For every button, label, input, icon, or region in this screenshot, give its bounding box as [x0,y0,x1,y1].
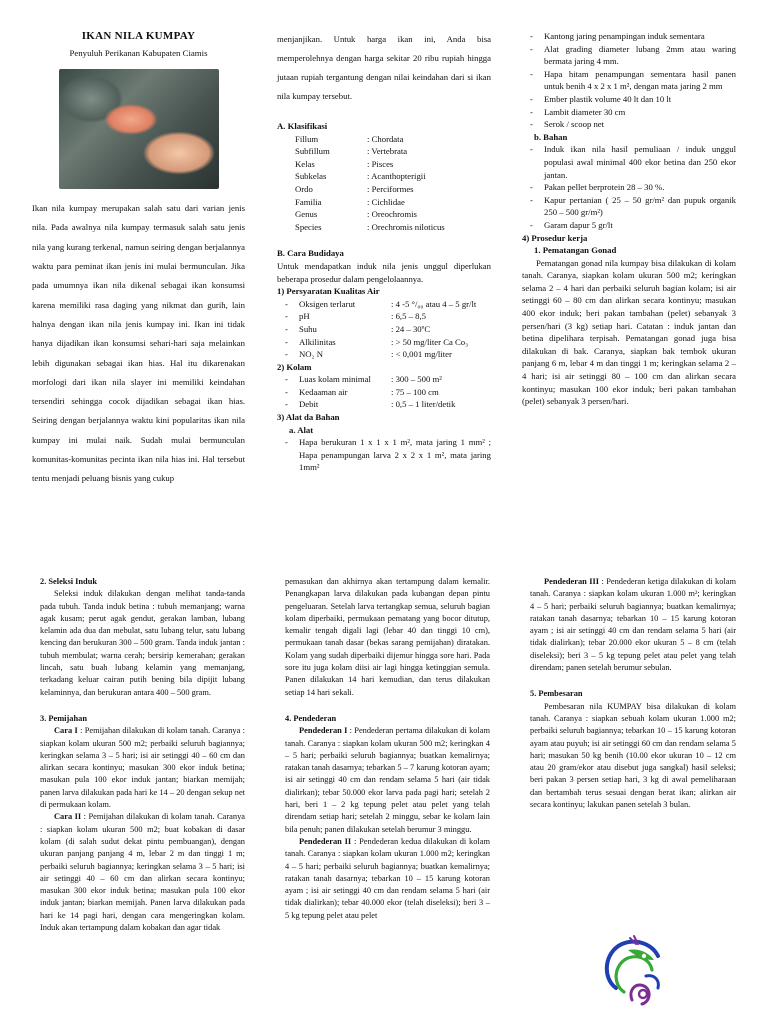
klas-value: : Vertebrata [367,146,408,157]
fish-photo [59,69,219,189]
alat-list-part2 [522,30,736,131]
alat-heading: 3) Alat da Bahan [277,412,340,423]
seleksi-paragraph: Seleksi induk dilakukan dengan melihat tanda-tanda pada tubuh. Tanda induk betina : tubuh memanjang; warna agak kusam; perut agak gendut, gerakan lamban, lubang kelamin ada dua dan mebulat, satu lubang telur, satu lubang kencing dan berukuran 300 – 500 gram. Tanda induk jantan : tubuh membulat; warna cerah; bersirip kemerahan; gerakan lincah, satu buah lubang kelamin yang memanjang, terkadang keluar cairan putih bening bila dipijit lubang kelaminnya, dan berukuran antara 400 – 500 gram. [40,589,245,697]
bahan-list [522,143,736,231]
pemijahan-heading: 3. Pemijahan [40,713,87,723]
klasifikasi-row [295,170,491,183]
list-item [277,373,491,386]
pendederan1-paragraph [285,725,490,836]
budidaya-heading: B. Cara Budidaya [277,248,344,259]
pembesaran-heading: 5. Pembesaran [530,689,583,699]
klas-value: : Cichlidae [367,196,405,207]
klas-value: : Pisces [367,158,394,169]
list-item: - Kapur pertanian ( 25 – 50 gr/m² dan pupuk organik 250 – 500 gr/m²) [522,194,736,219]
list-item: - Pakan pellet berprotein 28 – 30 %. [522,181,736,194]
list-item [277,323,491,336]
page2-column-3 [530,576,736,811]
column-1 [32,30,245,489]
klas-key: Subfillum [295,146,330,157]
list-item: - Serok / scoop net [522,118,736,131]
air-key: - Alkilinitas [299,336,336,347]
kolam-key: - Kedaaman air [299,386,348,397]
pendederan3-paragraph [530,576,736,674]
alat-subheading: a. Alat [289,424,314,435]
page2-column-1 [40,576,245,934]
list-item [277,386,491,399]
fisheries-logo [598,930,670,1010]
klasifikasi-row [295,145,491,158]
klas-key: Familia [295,196,322,207]
pendederan3-label: Pendederan III [544,577,600,586]
air-value: : < 0,001 mg/liter [391,349,452,360]
klas-value: : Acanthopterigii [367,171,426,182]
klasifikasi-row [295,221,491,234]
air-key: - pH [299,311,310,322]
budidaya-intro: Untuk mendapatkan induk nila jenis unggul diperlukan beberapa prosedur dalam pengelolaannya. [277,260,491,284]
cara1-paragraph [40,725,245,811]
cara2-continued: pemasukan dan akhirnya akan tertampung dalam kemalir. Penangkapan larva dilakukan pada kubangan depan pintu pengeluaran. Setelah larva tertangkap semua, seluruh bagian kolam diperbaiki, permukaan pematang yang bocor ditutup, kemalir tengah digali lagi (lebar 40 dan tinggi 10 cm), permukaan tanah dasar (bekas sarang pemijahan) diratakan. Kolam yang sudah diperbaiki dijemur hingga sore hari. Pada sore itu juga kolam diisi air lagi hingga ketinggian semula. Panen dilakukan 14 hari kemudian, dan terus dilakukan setiap 14 hari sekali. [285,577,490,697]
list-item [277,298,491,311]
klas-key: Genus [295,209,318,220]
doc-title: IKAN NILA KUMPAY [81,30,196,42]
list-item [277,348,491,361]
klasifikasi-heading: A. Klasifikasi [277,121,328,131]
bahan-subheading: b. Bahan [534,131,568,142]
air-list [277,298,491,361]
klasifikasi-table [277,133,491,234]
klas-value: : Orechromis niloticus [367,221,445,232]
cara1-text: : Pemijahan dilakukan di kolam tanah. Caranya : siapkan kolam ukuran 500 m2; perbaiki seluruh bagiannya; keringkan selama 3 – 5 hari; isi air setinggi 40 – 60 cm dan alirkan secara kontinyu; masukan 300 ekor induk betina; masukan pula 100 ekor induk jantan; biarkan memijah; panen larva dilakukan pada hari ke 14 – 20 dengan sekup net di permukaan kolam. [40,726,245,810]
klasifikasi-row [295,208,491,221]
seleksi-heading: 2. Seleksi Induk [40,577,98,586]
list-item [277,336,491,349]
list-item [277,398,491,411]
cara2-label: Cara II [54,812,82,822]
kolam-heading: 2) Kolam [277,361,312,372]
pendederan-heading: 4. Pendederan [285,713,337,723]
list-item: - Ember plastik volume 40 lt dan 10 lt [522,93,736,106]
gonad-heading: 1. Pematangan Gonad [534,245,617,256]
pendederan2-paragraph [285,836,490,922]
klas-value: : Perciformes [367,183,414,194]
klas-key: Fillum [295,133,319,144]
klasifikasi-row [295,196,491,209]
kolam-key: - Debit [299,399,319,410]
intro-paragraph: Ikan nila kumpay merupakan salah satu dari varian jenis nila. Pada awalnya nila kumpay termasuk salah satu jenis nila yang kurang terkenal, namun seiring dengan berjalannya waktu para peminat ikan jenis ini mulai bermunculan. Jika pada umumnya ikan nila dikenal sebagai ikan konsumsi karena memiliki rasa daging yang nikmat dan gurih, lain halnya dengan ikan nila jenis kumpay ini. Ikan ini tidak hanya dijadikan ikan konsumsi sehari-hari saja melainkan lebih digunakan sebagai ikan hias. Hal itu dikarenakan morfologi dari ikan nila slayer ini memiliki keindahan tersendiri sehingga cocok dijadikan sebagai ikan hias. Seiring dengan berjalannya waktu kini popularitas ikan nila kumpay ini mulai naik. Sudah mulai bermunculan komunitas-komunitas pecinta ikan nila hias ini. Hal tersebut tentu menjadi peluang bisnis yang cukup [32,203,245,484]
list-item: - Induk ikan nila hasil pemuliaan / induk unggul populasi awal minimal 400 ekor betina dan 250 ekor jantan. [522,143,736,181]
cara1-label: Cara I [54,726,78,736]
pendederan3-text: : Pendederan ketiga dilakukan di kolam tanah. Caranya : siapkan kolam ukuran 1.000 m²; keringkan 4 – 5 hari; perbaiki seluruh bagiannya; buatkan kemalirnya; ratakan tanah dasarnya; tebarkan 10 – 15 karung kotoran ayam ; isi air setinggi 40 cm dan rendam selama 5 hari (air tidak dialirkan); tebar 20.000 ekor ukuran 5 – 8 cm (telah diseleksi); beri 3 – 5 kg tepung pelet atau pelet yang telah direndam; panen setelah berumur sebulan. [530,577,736,673]
pendederan1-text: : Pendederan pertama dilakukan di kolam tanah. Caranya : siapkan kolam ukuran 500 m2; keringkan 4 – 5 hari; perbaiki seluruh bagiannya; buatkan kemalirnya; ratakan tanah dasarnya; tebarkan 5 – 7 karung kotoran ayam; isi air setinggi 40 cm dan rendam selama 5 hari (air tidak dialirkan); tebar 50.000 ekor larva pada pagi hari; setelah 2 hari, beri 1 – 2 kg tepung pelet atau pelet yang telah direndam setiap hari; setelah 2 minggu, sebar ke kolam lain bila penuh; panen dilakukan setelah berumur 3 minggu. [285,726,491,834]
column-3 [522,30,736,408]
air-value: : 6,5 – 8,5 [391,311,426,322]
prosedur-heading: 4) Prosedur kerja [522,232,588,243]
list-item: - Lambit diameter 30 cm [522,106,736,119]
cara2-paragraph [40,811,245,934]
list-item: - Hapa berukuran 1 x 1 x 1 m², mata jaring 1 mm² ; Hapa penampungan larva 2 x 2 x 1 m², mata jaring 1mm² [277,436,491,474]
alat-list-part1 [277,436,491,474]
list-item: - Garam dapur 5 gr/lt [522,219,736,232]
kolam-list [277,373,491,411]
klasifikasi-row [295,158,491,171]
kolam-value: : 0,5 – 1 liter/detik [391,399,456,410]
klas-value: : Chordata [367,133,404,144]
list-item: - Hapa hitam penampungan sementara hasil panen untuk benih 4 x 2 x 1 m², dengan mata jaring 2 mm [522,68,736,93]
pendederan2-text: : Pendederan kedua dilakukan di kolam tanah. Caranya : siapkan kolam ukuran 1.000 m2; keringkan 4 – 5 hari; perbaiki seluruh bagiannya; buatkan kemalirnya; ratakan tanah dasarnya; tebarkan 10 – 15 karung kotoran ayam ; isi air setinggi 40 cm dan rendam selama 5 hari (air tidak dialirkan); tebar 40.000 ekor (telah diseleksi); beri 3 – 5 kg tepung pelet atau pelet [285,836,490,920]
kolam-value: : 300 – 500 m² [391,374,442,385]
air-value: : > 50 mg/liter Ca Co₃ [391,336,469,347]
klas-key: Subkelas [295,171,327,182]
air-key: - Suhu [299,323,317,334]
intro-continued: menjanjikan. Untuk harga ikan ini, Anda bisa memperolehnya dengan harga sekitar 20 ribu rupiah hingga jutaan rupiah tergantung dengan nilai keindahan dari si ikan nila kumpay tersebut. [277,34,491,101]
klas-value: : Oreochromis [367,209,417,220]
klas-key: Ordo [295,183,313,194]
kolam-value: : 75 – 100 cm [391,386,439,397]
kolam-key: - Luas kolam minimal [299,374,371,385]
air-key: - NO₂ N [299,349,324,360]
page2-column-2 [285,576,490,922]
list-item: - Kantong jaring penampingan induk sementara [522,30,736,43]
klasifikasi-row [295,133,491,146]
pendederan1-label: Pendederan I [299,726,348,736]
pembesaran-paragraph: Pembesaran nila KUMPAY bisa dilakukan di kolam tanah. Caranya : siapkan sebuah kolam ukuran 1.000 m2; perbaiki seluruh bagiannya; tebarkan 10 – 15 karung kotoran ayam atau puyuh; isi air setinggi 60 cm dan rendam selama 5 hari; masukan 50 kg benih (10.00 ekor ukuran 10 – 12 cm atau 20 gram/ekor atau disebut juga sangkal) hasil seleksi; beri pakan 3 persen setiap hari, 3 kg di awal pemeliharaan dan bertambah terus sesuai dengan berat ikan; alirkan air secara kontinyu; lakukan panen setelah 3 bulan. [530,701,736,810]
air-heading: 1) Persyaratan Kualitas Air [277,286,380,297]
column-2 [277,30,491,474]
pendederan2-label: Pendederan II [299,836,352,846]
list-item: - Alat grading diameter lubang 2mm atau waring bermata jaring 4 mm. [522,43,736,68]
gonad-paragraph: Pematangan gonad nila kumpay bisa dilakukan di kolam tanah. Caranya, siapkan kolam ukuran 500 m2; keringkan selama 2 – 4 hari dan perbaiki seluruh bagian kolam; isi air setinggi 60 – 80 cm dan alirkan secara kontinyu; masukan 400 ekor induk; beri pakan tambahan (pelet) sebanyak 3 persen/hari (3 kg) setiap hari. Catatan : induk jantan dan betina dipelihara terpisah. Pematangan gonad juga bisa dilakukan di bak. Caranya, siapkan bak tembok ukuran panjang 6 m, lebar 4 m dan tinggi 1 m; keringkan selama 2 – 4 hari; isi air setinggi 80 – 100 cm dan alirkan secara kontinyu; masukan 100 ekor induk; beri pakan tambahan (pelet) sebanyak 3 persen/hari. [522,257,736,407]
air-value: : 4 -5 °/₀₀ atau 4 – 5 gr/lt [391,298,477,309]
doc-author: Penyuluh Perikanan Kabupaten Ciamis [69,47,208,58]
air-key: - Oksigen terlarut [299,298,356,309]
klas-key: Kelas [295,158,315,169]
klasifikasi-row [295,183,491,196]
list-item [277,310,491,323]
cara2-text: : Pemijahan dilakukan di kolam tanah. Caranya : siapkan kolam ukuran 500 m2; buat kobakan di dasar kolam (di salah sudut dekat pintu pembuangan), dengan ukuran panjang panjang 4 m, lebar 2 m dan tinggi 1 m; perbaiki seluruh bagiannya; keringkan selama 3 – 5 hari; isi air setinggi 40 – 60 cm dan alirkan secara kontinyu; masukan 300 ekor induk betina; masukan pula 100 ekor induk jantan; biarkan memijah. Panen larva dilakukan pada hari ke 14 pagi hari, dengan cara mengeringkan kolam. Induk akan tertampung dalam kobakan dan agar tidak [40,812,245,933]
air-value: : 24 – 30ºC [391,323,431,334]
klas-key: Species [295,221,322,232]
